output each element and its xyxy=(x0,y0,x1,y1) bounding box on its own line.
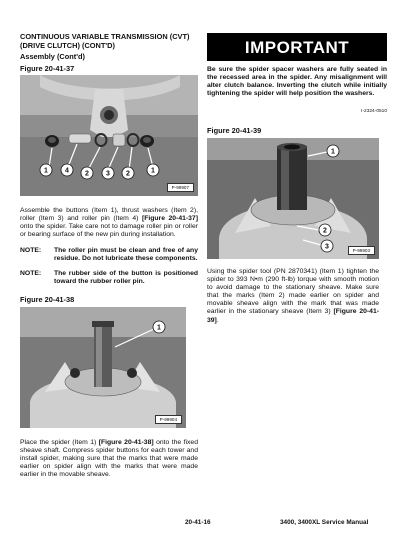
note-text: The roller pin must be clean and free of any residue. Do not lubricate these components. xyxy=(54,247,198,263)
figure-reference: [Figure 20-41-38] xyxy=(98,439,154,446)
figure-39-callout: 1 xyxy=(331,148,335,156)
important-reference: I-2324-0510 xyxy=(361,109,387,114)
figure-37-label: Figure 20-41-37 xyxy=(20,64,75,73)
figure-37-illustration xyxy=(20,75,198,196)
figure-39-photo-id: P-99903 xyxy=(348,246,375,255)
figure-37-photo xyxy=(20,75,198,196)
note-roller-pin xyxy=(20,247,198,264)
figure-37-callout: 3 xyxy=(106,170,110,178)
paragraph-spider-tool: Using the spider tool (PN 2870341) (Item 1) tighten the spider to 393 N•m (290 ft-lb) torque with smooth motion to avoid damage to the stationary sheave. Make sure that the marks (Item 2) made earlier on spider and movable sheave align with the mark that was made earlier in the stationary sheave (Item 3) [Figure 20-41-39]. xyxy=(207,268,379,324)
note-label: NOTE: xyxy=(20,247,42,254)
figure-39-photo xyxy=(207,138,379,259)
section-title-line2: (DRIVE CLUTCH) (CONT'D) xyxy=(20,40,115,50)
paragraph-assemble-buttons: Assemble the buttons (Item 1), thrust washers (Item 2), roller (Item 3) and roller pin (Item 4) [Figure 20-41-37] onto the spider. Take care not to damage roller pin or roller or bearing surface of the new pin during installation. xyxy=(20,207,198,239)
figure-38-illustration xyxy=(20,307,186,428)
figure-38-photo-id: P-99904 xyxy=(155,415,182,424)
subsection-title: Assembly (Cont'd) xyxy=(20,52,85,61)
figure-38-photo xyxy=(20,307,186,428)
figure-37-callout: 2 xyxy=(126,170,130,178)
section-title-line1: CONTINUOUS VARIABLE TRANSMISSION (CVT) xyxy=(20,32,190,41)
figure-37-callout: 4 xyxy=(65,167,69,175)
figure-39-callout: 2 xyxy=(323,227,327,235)
figure-reference: [Figure 20-41-37] xyxy=(141,215,198,223)
figure-37-photo-id: P-99907 xyxy=(167,183,194,192)
figure-37-callout: 2 xyxy=(85,170,89,178)
figure-38-callout: 1 xyxy=(157,324,161,332)
note-text: The rubber side of the button is positioned toward the rubber roller pin. xyxy=(54,270,198,286)
note-label: NOTE: xyxy=(20,270,42,277)
important-banner: IMPORTANT xyxy=(207,33,387,61)
note-rubber-side xyxy=(20,270,198,287)
paragraph-place-spider: Place the spider (Item 1) [Figure 20-41-38] onto the fixed sheave shaft. Compress spider buttons for each tower and install spider, making sure that the marks that were made earlier on spider align with the marks that were made earlier in the movable sheave. xyxy=(20,439,198,479)
figure-37-callout: 1 xyxy=(151,167,155,175)
figure-39-illustration xyxy=(207,138,379,259)
figure-38-label: Figure 20-41-38 xyxy=(20,295,75,304)
manual-title: 3400, 3400XL Service Manual xyxy=(280,519,369,526)
figure-39-callout: 3 xyxy=(325,243,329,251)
page-number: 20-41-16 xyxy=(185,519,211,526)
figure-37-callout: 1 xyxy=(44,167,48,175)
important-text: Be sure the spider spacer washers are fully seated in the recessed area in the spider. Any misalignment will alter clutch balance. Inverting the clutch while initially tightening the spider will help position the washers. xyxy=(207,66,387,98)
figure-reference: [Figure 20-41-39] xyxy=(207,308,379,324)
section-title xyxy=(20,33,205,50)
figure-39-label: Figure 20-41-39 xyxy=(207,126,262,135)
